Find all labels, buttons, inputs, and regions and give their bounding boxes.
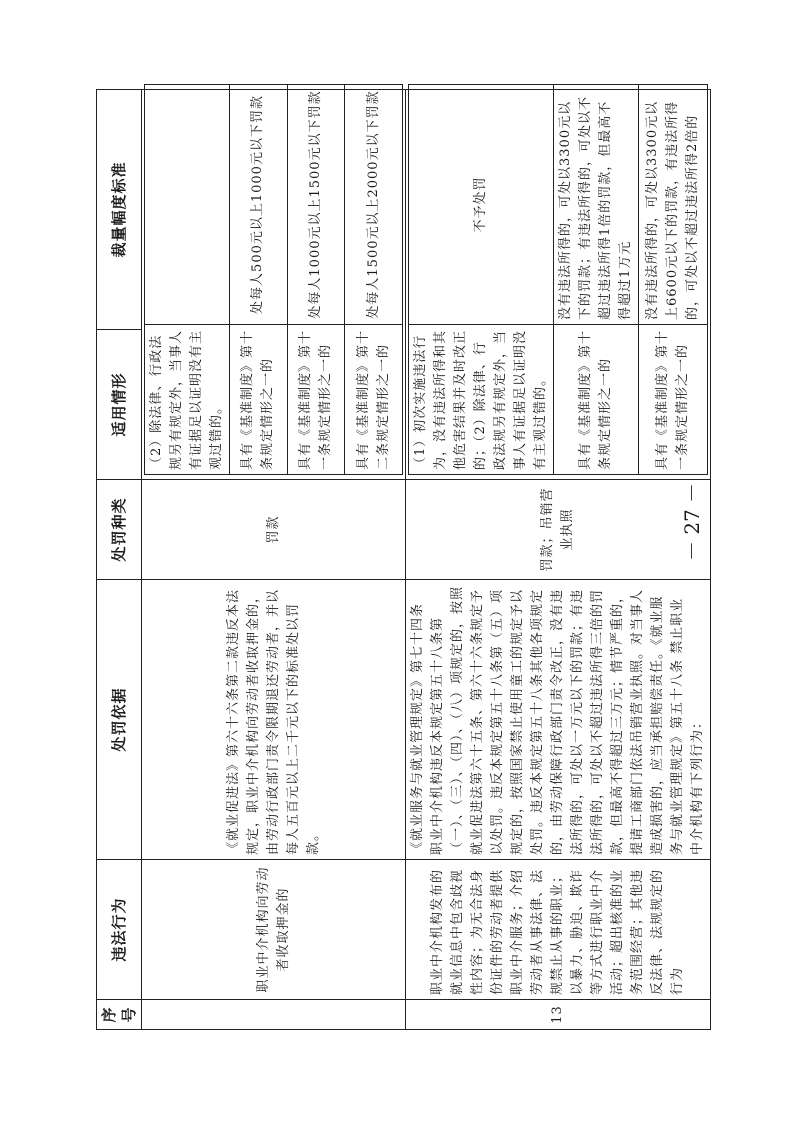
- header-standard: 裁量幅度标准: [97, 90, 142, 330]
- penalty-standard-table: [96, 89, 711, 1030]
- subrow-table: [144, 84, 403, 475]
- subrow: [409, 85, 554, 475]
- cell-subrows: [142, 90, 406, 480]
- sub-circumstance: 具有《基准制度》第十一条规定情形之一的: [287, 325, 345, 475]
- table-row: [142, 90, 406, 1030]
- cell-violation: 职业中介机构向劳动者收取押金的: [142, 860, 406, 1000]
- header-violation: 违法行为: [97, 860, 142, 1000]
- sub-circumstance: 具有《基准制度》第十一条规定情形之一的: [639, 325, 708, 475]
- sub-standard: 没有违法所得的，可处以3300元以上6600元以下的罚款，有违法所得的，可处以不超过违法所得2倍的: [639, 85, 708, 325]
- sub-circumstance: （1）初次实施违法行为，没有违法所得和其他危害结果并及时改正的；（2）除法律、行政法规另有规定外，当事人有证据足以证明没有主观过错的。: [409, 325, 554, 475]
- cell-seq: 13: [406, 1000, 711, 1030]
- cell-subrows: [406, 90, 711, 480]
- cell-basis: 《就业促进法》第六十六条第二款违反本法规定，职业中介机构向劳动者收取押金的，由劳动行政部门责令限期退还劳动者，并以每人五百元以上二千元以下的标准处以罚款。: [142, 580, 406, 860]
- cell-seq-empty: [142, 1000, 406, 1030]
- subrow-table: [408, 84, 708, 475]
- header-basis: 处罚依据: [97, 580, 142, 860]
- sub-standard: 不予处罚: [409, 85, 554, 325]
- sub-standard: 处每人1500元以上2000元以下罚款: [345, 85, 403, 325]
- subrow: [345, 85, 403, 475]
- subrow: [145, 85, 230, 475]
- sub-circumstance: 具有《基准制度》第十二条规定情形之一的: [345, 325, 403, 475]
- subrow: [639, 85, 708, 475]
- cell-type: 罚款: [142, 480, 406, 580]
- cell-type: 罚款；吊销营业执照: [406, 480, 711, 580]
- table-header-row: [97, 90, 142, 1030]
- sub-standard: 处每人500元以上1000元以下罚款: [230, 85, 288, 325]
- page-number: － 27 －: [680, 482, 704, 561]
- sub-circumstance: 具有《基准制度》第十条规定情形之一的: [554, 325, 639, 475]
- subrow: [287, 85, 345, 475]
- subrow: [554, 85, 639, 475]
- table-row: [406, 90, 711, 1030]
- sub-standard: 处每人1000元以上1500元以下罚款: [287, 85, 345, 325]
- header-seq: 序号: [97, 1000, 142, 1030]
- sub-standard: [145, 85, 230, 325]
- cell-basis: 《就业服务与就业管理规定》第七十四条 职业中介机构违反本规定第五十八条第（一）、（三）、（四）、（八）项规定的，按照就业促进法第六十五条、第六十六条规定予以处罚。违反本规定第五十八条第（五）项规定的，按照国家禁止使用童工的规定予以处罚。违反本规定第五十八条其他各项规定的，由劳动保障行政部门责令改正，没有违法所得的，可处以一万元以下的罚款；有违法所得的，可处以不超过违法所得三倍的罚款，但最高不得超过三万元；情节严重的，提请工商部门依法吊销营业执照。对当事人造成损害的，应当承担赔偿责任。《就业服务与就业管理规定》第五十八条 禁止职业中介机构有下列行为：: [406, 580, 711, 860]
- header-circumstance: 适用情形: [97, 330, 142, 480]
- cell-violation: 职业中介机构发布的就业信息中包含歧视性内容；为无合法身份证件的劳动者提供职业中介服务；介绍劳动者从事法律、法规禁止从事的职业；以暴力、胁迫、欺诈等方式进行职业中介活动；超出核准的业务范围经营；其他违反法律、法规规定的行为: [406, 860, 711, 1000]
- sub-circumstance: （2）除法律、行政法规另有规定外，当事人有证据足以证明没有主观过错的。: [145, 325, 230, 475]
- sub-circumstance: 具有《基准制度》第十条规定情形之一的: [230, 325, 288, 475]
- sub-standard: 没有违法所得的，可处以3300元以下的罚款；有违法所得的，可处以不超过违法所得1倍的罚款，但最高不得超过1万元: [554, 85, 639, 325]
- header-type: 处罚种类: [97, 480, 142, 580]
- subrow: [230, 85, 288, 475]
